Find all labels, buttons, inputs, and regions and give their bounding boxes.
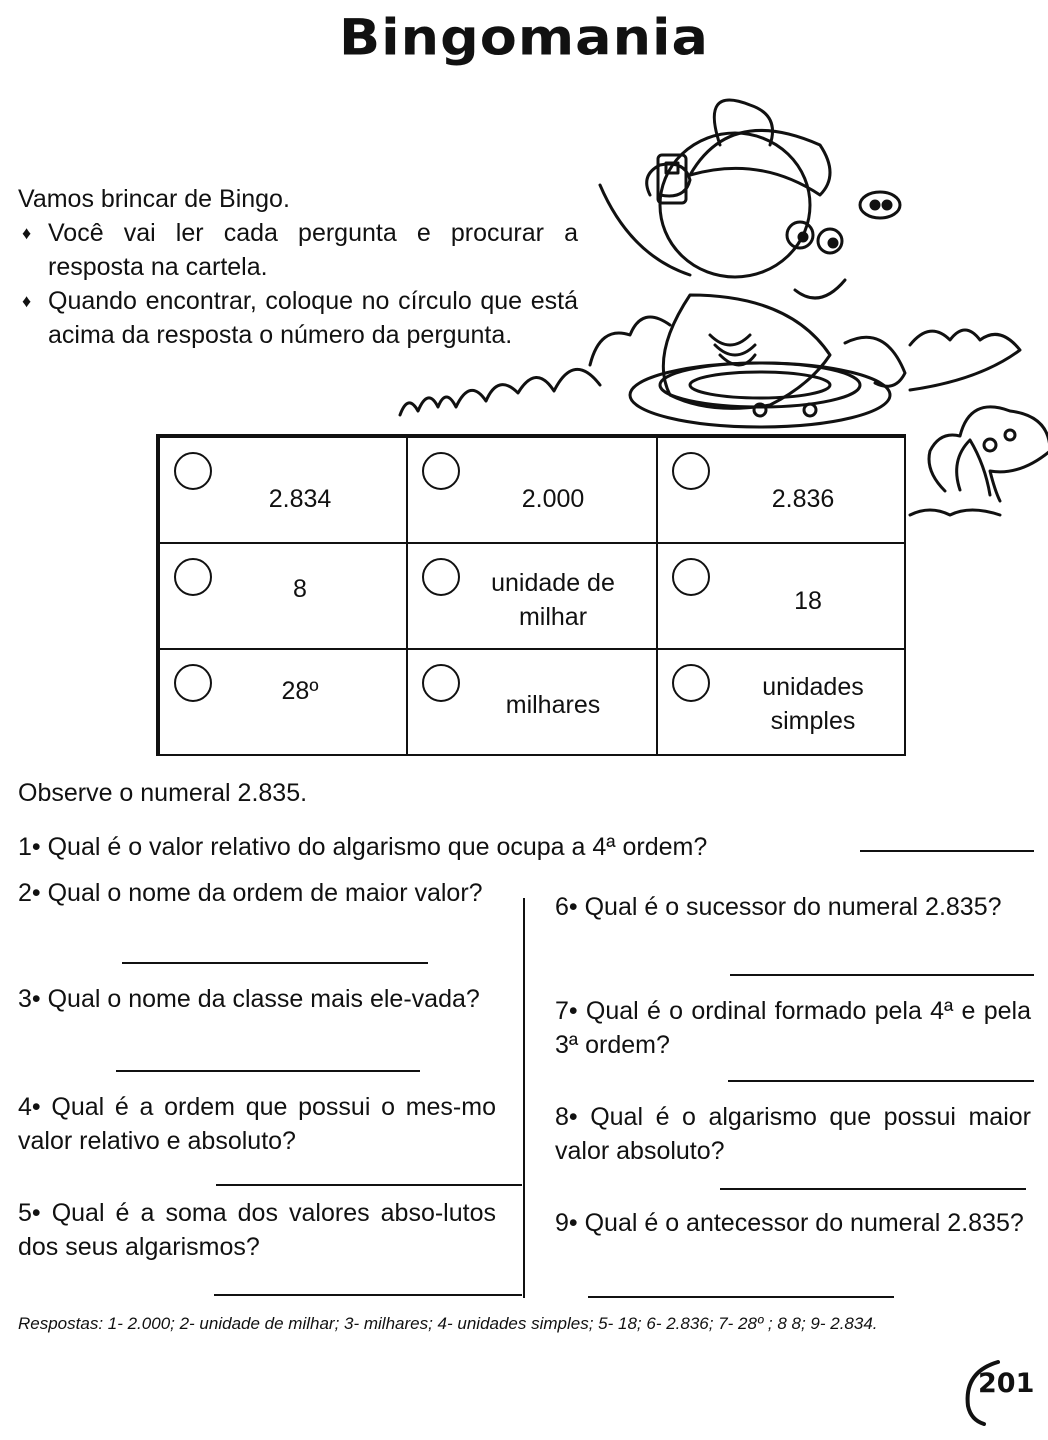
bush-line <box>400 369 600 415</box>
bingo-cell-value: 28º <box>281 677 319 705</box>
bingo-cell <box>656 436 906 544</box>
question-2: 2• Qual o nome da ordem de maior valor? <box>18 879 483 907</box>
bingo-cell <box>406 648 658 756</box>
answer-line-5[interactable] <box>214 1294 522 1296</box>
question-5: 5• Qual é a soma dos valores abso-lutos dos seus algarismos? <box>18 1199 496 1261</box>
bingo-cell-value: unidades simples <box>762 673 864 735</box>
page-title: Bingomania <box>339 8 709 67</box>
answer-line-6[interactable] <box>730 974 1034 976</box>
instruction-2-text: Quando encontrar, coloque no círculo que está acima da resposta o número da pergunta. <box>48 287 578 349</box>
answer-line-9[interactable] <box>588 1296 894 1298</box>
answer-line-1[interactable] <box>860 850 1034 852</box>
question-3: 3• Qual o nome da classe mais ele-vada? <box>18 985 480 1013</box>
question-8: 8• Qual é o algarismo que possui maior valor absoluto? <box>555 1103 1031 1165</box>
answer-line-8[interactable] <box>720 1188 1026 1190</box>
metal-detector-disc-inner <box>690 372 830 398</box>
answer-line-3[interactable] <box>116 1070 420 1072</box>
bingo-cell-value: 8 <box>293 575 307 603</box>
bingo-cell <box>406 542 658 650</box>
bingo-cell-value: 2.000 <box>521 485 585 513</box>
question-1: 1• Qual é o valor relativo do algarismo que ocupa a 4ª ordem? <box>18 833 708 861</box>
boy-smile <box>795 280 845 298</box>
answer-circle[interactable] <box>422 452 460 490</box>
answer-line-7[interactable] <box>728 1080 1034 1082</box>
bingo-cell-value: unidade de milhar <box>491 569 615 631</box>
bingo-cell <box>158 542 408 650</box>
bingo-cell-value: 2.834 <box>268 485 332 513</box>
question-6: 6• Qual é o sucessor do numeral 2.835? <box>555 893 1002 921</box>
answer-circle[interactable] <box>422 664 460 702</box>
page-number: 201 <box>978 1368 1035 1399</box>
answer-circle[interactable] <box>672 452 710 490</box>
diamond-bullet-icon: ♦ <box>22 291 32 311</box>
instruction-1-text: Você vai ler cada pergunta e procurar a resposta na cartela. <box>48 219 578 281</box>
mushroom-spot <box>1005 430 1015 440</box>
mushroom-spot <box>984 439 996 451</box>
answer-key: Respostas: 1- 2.000; 2- unidade de milhar; 3- milhares; 4- unidades simples; 5- 18; 6- 2.836; 7- 28º ; 8 8; 9- 2.834. <box>18 1314 878 1333</box>
bingo-cell <box>158 436 408 544</box>
boy-pupil <box>799 233 807 241</box>
bush-line <box>910 330 1020 390</box>
answer-circle[interactable] <box>174 664 212 702</box>
column-divider <box>523 898 525 1298</box>
answer-circle[interactable] <box>174 452 212 490</box>
shirt-stripes <box>710 335 755 365</box>
bingo-cell-value: 18 <box>794 587 822 615</box>
grass-line <box>910 510 1000 515</box>
question-9: 9• Qual é o antecessor do numeral 2.835? <box>555 1209 1024 1237</box>
answer-circle[interactable] <box>422 558 460 596</box>
question-4: 4• Qual é a ordem que possui o mes-mo valor relativo e absoluto? <box>18 1093 496 1155</box>
detector-wheel <box>804 404 816 416</box>
diamond-bullet-icon: ♦ <box>22 223 32 243</box>
cap-tag-hole <box>883 201 891 209</box>
bingo-cell-value: milhares <box>505 691 601 719</box>
bingo-cell <box>158 648 408 756</box>
answer-circle[interactable] <box>174 558 212 596</box>
boy-raised-arm <box>600 185 690 275</box>
bingo-cell-value: 2.836 <box>771 485 835 513</box>
answer-circle[interactable] <box>672 558 710 596</box>
cap-icon <box>690 130 830 195</box>
bingo-cell <box>656 648 906 756</box>
boy-pupil <box>829 239 837 247</box>
question-7: 7• Qual é o ordinal formado pela 4ª e pela 3ª ordem? <box>555 997 1031 1059</box>
observe-prompt: Observe o numeral 2.835. <box>18 779 308 807</box>
bingo-card <box>156 434 906 756</box>
answer-circle[interactable] <box>672 664 710 702</box>
answer-line-4[interactable] <box>216 1184 522 1186</box>
intro-text: Vamos brincar de Bingo. <box>18 185 290 213</box>
answer-line-2[interactable] <box>122 962 428 964</box>
cap-tag-hole <box>871 201 879 209</box>
bingo-cell <box>656 542 906 650</box>
bush-line <box>590 317 670 365</box>
bingo-cell <box>406 436 658 544</box>
